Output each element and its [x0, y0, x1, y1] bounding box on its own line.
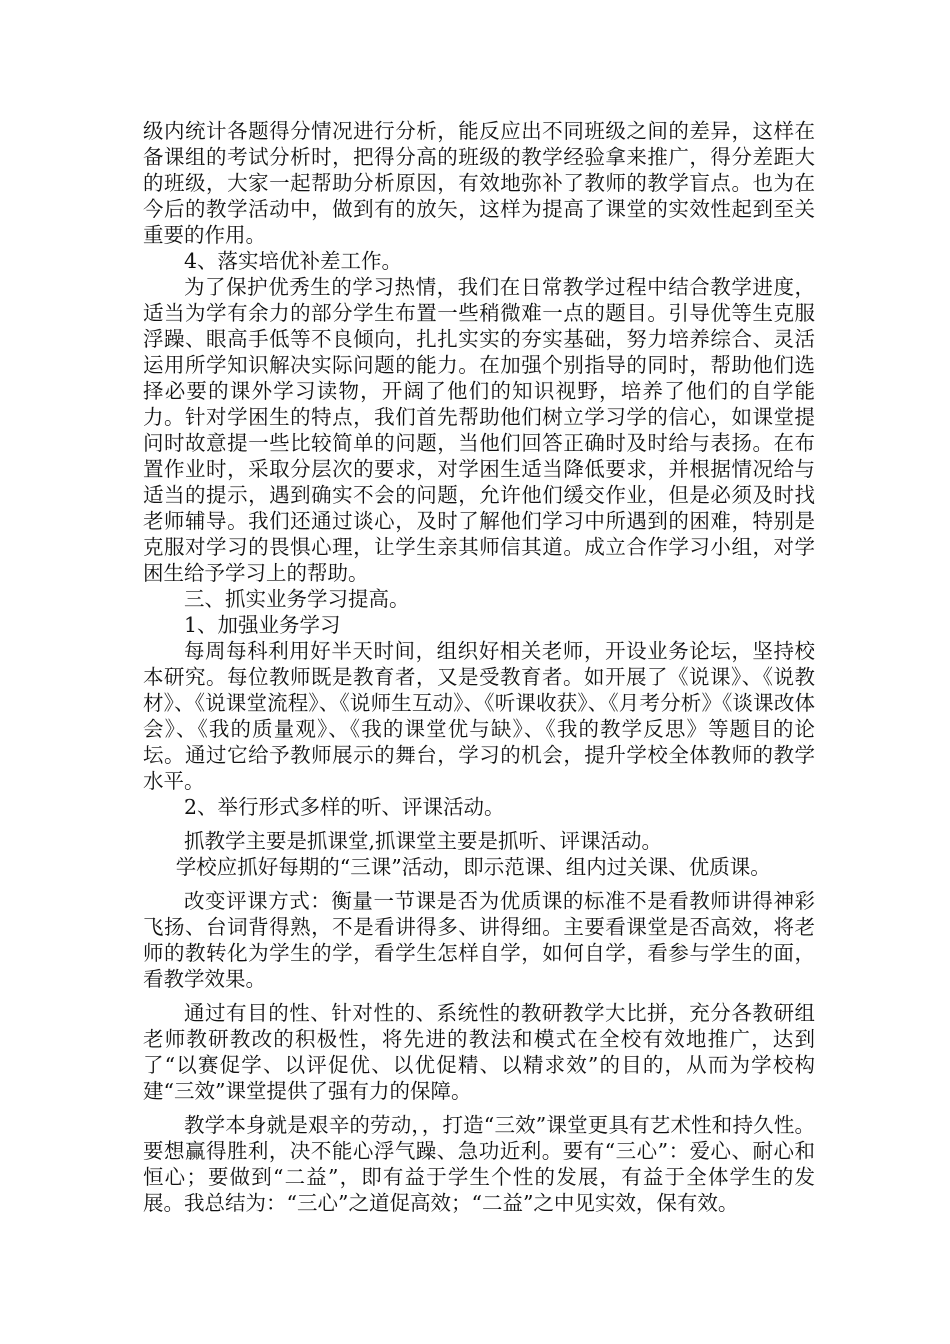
heading-item-2: 2、举行形式多样的听、评课活动。: [184, 795, 505, 819]
paragraph-three-lessons: 学校应抓好每期的“三课”活动，即示范课、组内过关课、优质课。: [175, 855, 771, 879]
section-heading-3: 三、抓实业务学习提高。: [184, 587, 410, 611]
paragraph-forum: 每周每科利用好半天时间，组织好相关老师，开设业务论坛，坚持校本研究。每位教师既是教育者，又是受教育者。如开展了《说课》、《说教材》、《说课堂流程》、《说师生互动》、《听课收获》、《月考分析》《谈课改体会》、《我的质量观》、《我的课堂优与缺》、《我的教学反思》等题目的论坛。通过它给予教师展示的舞台，学习的机会，提升学校全体教师的教学水平。: [143, 639, 815, 793]
heading-item-1: 1、加强业务学习: [184, 613, 341, 637]
paragraph-continuation: 级内统计各题得分情况进行分析，能反应出不同班级之间的差异，这样在备课组的考试分析时，把得分高的班级的教学经验拿来推广，得分差距大的班级，大家一起帮助分析原因，有效地弥补了教师的教学盲点。也为在今后的教学活动中，做到有的放矢，这样为提高了课堂的实效性起到至关重要的作用。: [143, 119, 815, 247]
paragraph-classroom: 抓教学主要是抓课堂,抓课堂主要是抓听、评课活动。: [184, 829, 663, 853]
paragraph-evaluation: 改变评课方式：衡量一节课是否为优质课的标准不是看教师讲得神彩飞扬、台词背得熟，不是看讲得多、讲得细。主要看课堂是否高效，将老师的教转化为学生的学，看学生怎样自学，如何自学，看参与学生的面，看教学效果。: [143, 889, 815, 991]
paragraph-top-students: 为了保护优秀生的学习热情，我们在日常教学过程中结合教学进度，适当为学有余力的部分学生布置一些稍微难一点的题目。引导优等生克服浮躁、眼高手低等不良倾向，扎扎实实的夯实基础，努力培养综合、灵活运用所学知识解决实际问题的能力。在加强个别指导的同时，帮助他们选择必要的课外学习读物，开阔了他们的知识视野，培养了他们的自学能力。针对学困生的特点，我们首先帮助他们树立学习学的信心，如课堂提问时故意提一些比较简单的问题，当他们回答正确时及时给与表扬。在布置作业时，采取分层次的要求，对学困生适当降低要求，并根据情况给与适当的提示，遇到确实不会的问题，允许他们缓交作业，但是必须及时找老师辅导。我们还通过谈心，及时了解他们学习中所遇到的困难，特别是克服对学习的畏惧心理，让学生亲其师信其道。成立合作学习小组，对学困生给予学习上的帮助。: [143, 275, 815, 585]
document-page: [143, 118, 815, 1216]
paragraph-conclusion: 教学本身就是艰辛的劳动，，打造“三效”课堂更具有艺术性和持久性。要想赢得胜利，决不能心浮气躁、急功近利。要有“三心”：爱心、耐心和恒心；要做到“二益”，即有益于学生个性的发展，有益于全体学生的发展。我总结为：“三心”之道促高效；“二益”之中见实效，保有效。: [143, 1113, 815, 1215]
paragraph-competition: 通过有目的性、针对性的、系统性的教研教学大比拼，充分各教研组老师教研教改的积极性，将先进的教法和模式在全校有效地推广，达到了“以赛促学、以评促优、以优促精、以精求效”的目的，从而为学校构建“三效”课堂提供了强有力的保障。: [143, 1001, 815, 1103]
heading-item-4: 4、落实培优补差工作。: [184, 249, 403, 273]
